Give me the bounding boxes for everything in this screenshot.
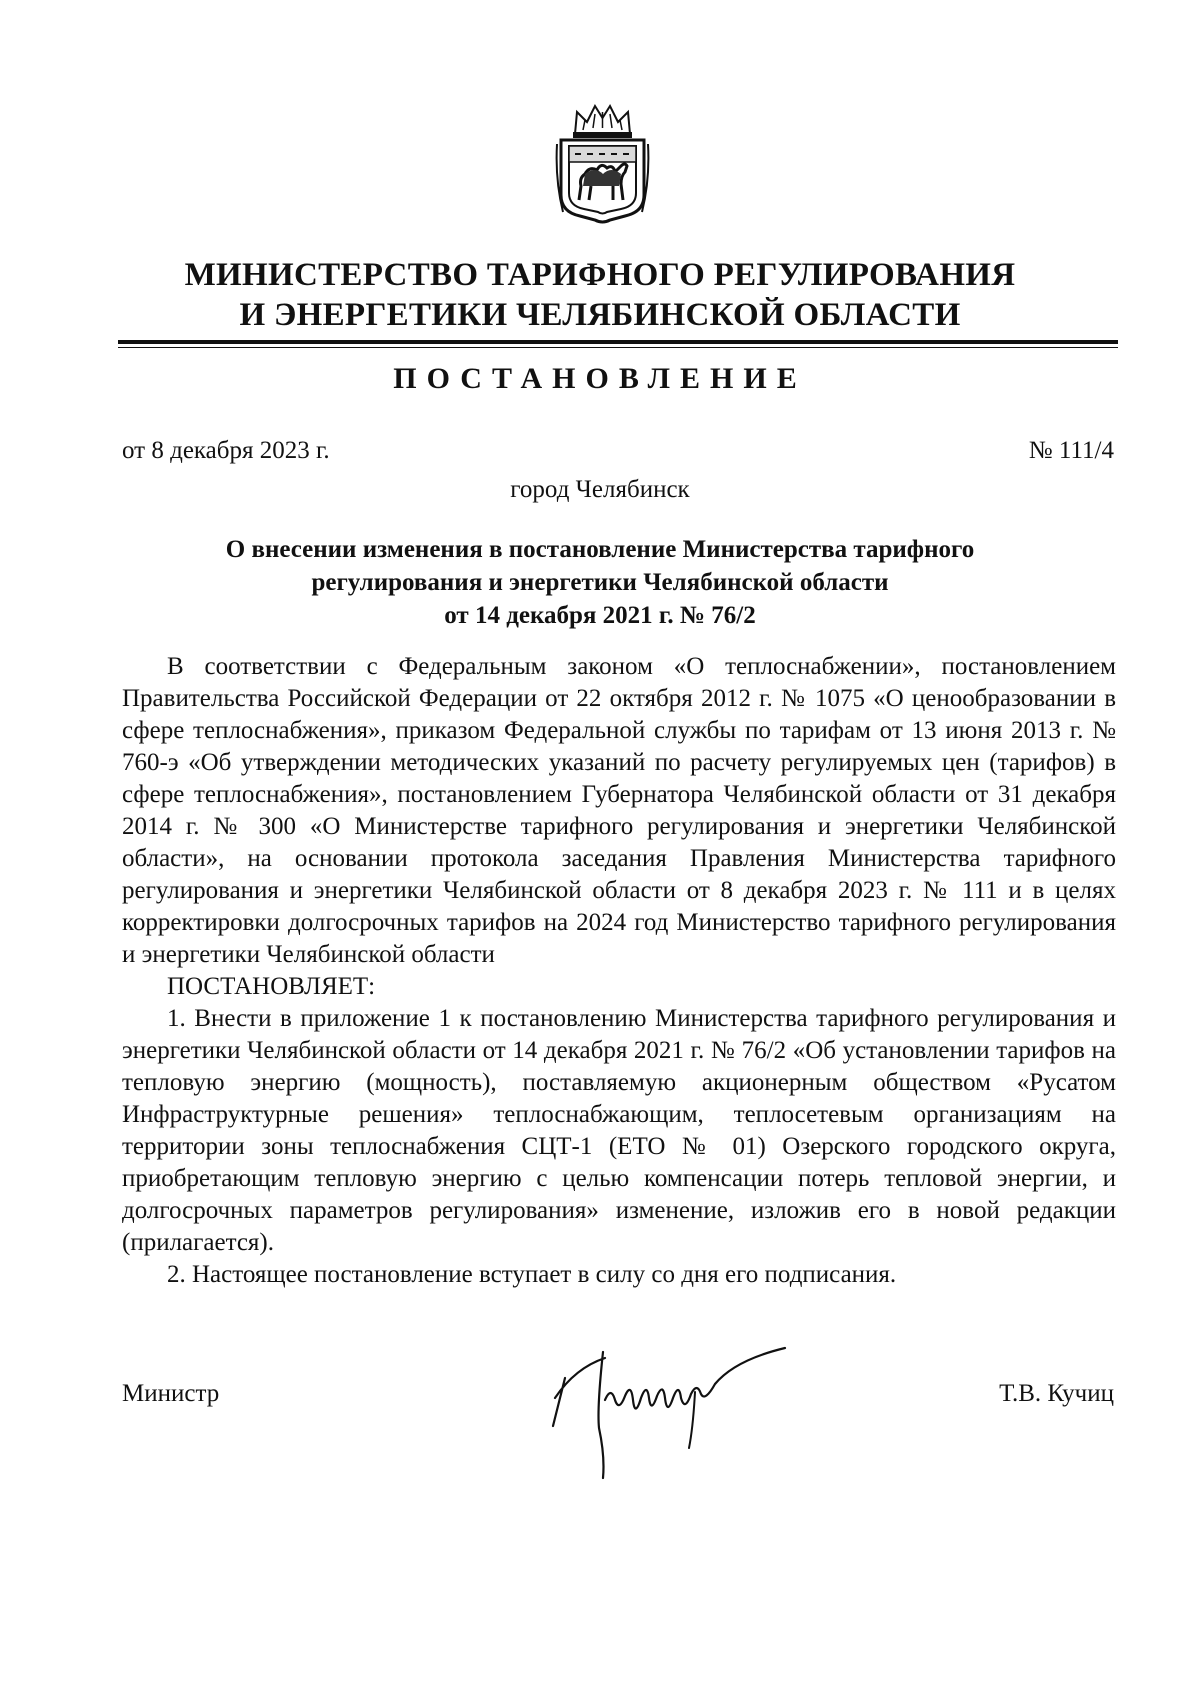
handwritten-signature-icon [545,1338,800,1488]
subject-line: О внесении изменения в постановление Министерства тарифного [225,536,975,563]
item-paragraph-1: 1. Внести в приложение 1 к постановлению Министерства тарифного регулирования и энергетики Челябинской области от 14 декабря 2021 г. № 76/2 «Об установлении тарифов на тепловую энергию (мощность), поставляемую акционерным обществом «Русатом Инфраструктурные решения» теплоснабжающим, теплосетевым организациям на территории зоны теплоснабжения СЦТ-1 (ЕТО № 01) Озерского городского округа, приобретающим тепловую энергию с целью компенсации потерь тепловой энергии, и долгосрочных параметров регулирования» изменение, изложив его в новой редакции (прилагается). [122,1005,1116,1256]
decree-date: от 8 декабря 2023 г. [122,437,330,464]
header-divider-thick [118,340,1118,344]
signatory-position: Министр [122,1380,220,1407]
decree-city: город Челябинск [510,476,690,503]
signatory-name: Т.В. Кучиц [999,1380,1114,1407]
subject-line: регулирования и энергетики Челябинской области [311,569,889,596]
item-paragraph-2: 2. Настоящее постановление вступает в силу со дня его подписания. [167,1261,897,1288]
decree-subject [150,533,1050,632]
ruling-word: ПОСТАНОВЛЯЕТ: [167,973,376,1000]
decree-body [122,651,1116,1291]
document-title: ПОСТАНОВЛЕНИЕ [393,362,807,395]
preamble-paragraph: В соответствии с Федеральным законом «О теплоснабжении», постановлением Правительства Российской Федерации от 22 октября 2012 г. № 1075 «О ценообразовании в сфере теплоснабжения», приказом Федеральной службы по тарифам от 13 июня 2013 г. № 760-э «Об утверждении методических указаний по расчету регулируемых цен (тарифов) в сфере теплоснабжения», постановлением Губернатора Челябинской области от 31 декабря 2014 г. № 300 «О Министерстве тарифного регулирования и энергетики Челябинской области», на основании протокола заседания Правления Министерства тарифного регулирования и энергетики Челябинской области от 8 декабря 2023 г. № 111 и в целях корректировки долгосрочных тарифов на 2024 год Министерство тарифного регулирования и энергетики Челябинской области [122,653,1116,968]
coat-of-arms-icon [555,100,650,228]
ministry-name-line1: МИНИСТЕРСТВО ТАРИФНОГО РЕГУЛИРОВАНИЯ [184,257,1016,293]
ministry-name-line2: И ЭНЕРГЕТИКИ ЧЕЛЯБИНСКОЙ ОБЛАСТИ [239,297,961,333]
subject-line: от 14 декабря 2021 г. № 76/2 [444,602,756,629]
header-divider-thin [118,347,1118,348]
decree-number: № 111/4 [1028,437,1114,464]
